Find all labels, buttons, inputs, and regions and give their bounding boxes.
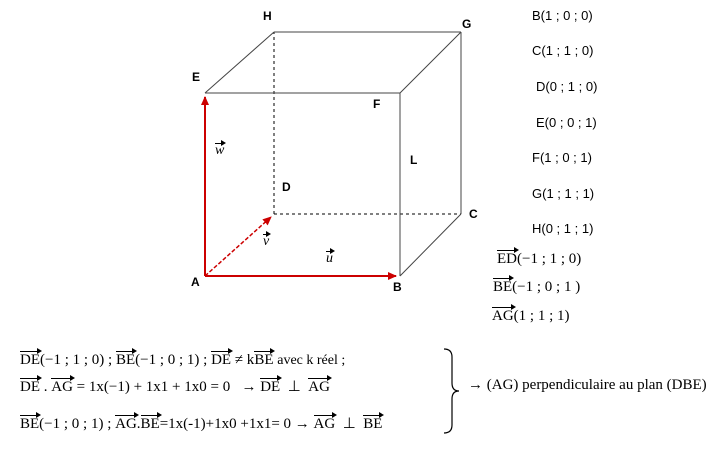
vector-v-arrow [205,217,271,276]
vector-AG: AG(1 ; 1 ; 1) [492,308,570,324]
coord-F: F(1 ; 0 ; 1) [532,150,592,165]
vertex-label-B: B [393,280,402,294]
vertex-label-E: E [192,70,201,84]
right-brace [440,347,462,435]
vertex-label-A: A [191,275,200,289]
vertex-label-H: H [263,9,272,23]
edge-EH [205,32,274,93]
vector-v-label: v [263,234,270,249]
vertex-label-C: C [469,207,478,221]
coord-D: D(0 ; 1 ; 0) [536,79,598,94]
vertex-label-L: L [410,153,418,167]
coord-C: C(1 ; 1 ; 0) [532,43,594,58]
coord-B: B(1 ; 0 ; 0) [532,8,593,23]
vector-ED: ED(−1 ; 1 ; 0) [497,251,582,267]
proof-line-2: DE . AG = 1x(−1) + 1x1 + 1x0 = 0 → DE ⊥ AG [20,379,330,395]
proof-line-1: DE(−1 ; 1 ; 0) ; BE(−1 ; 0 ; 1) ; DE ≠ kBE avec k réel ; [20,352,346,368]
vertex-label-G: G [462,17,472,31]
vertex-label-F: F [373,97,381,111]
coord-G: G(1 ; 1 ; 1) [532,186,595,201]
edge-BC [400,214,461,276]
coord-H: H(0 ; 1 ; 1) [532,221,594,236]
vector-BE: BE(−1 ; 0 ; 1 ) [493,279,581,295]
proof-line-3: BE(−1 ; 0 ; 1) ; AG.BE=1x(-1)+1x0 +1x1= 0 → AG ⊥ BE [20,416,383,432]
conclusion-text: → (AG) perpendiculaire au plan (DBE) [468,377,707,393]
vector-u-label: u [326,251,333,266]
edge-FG [400,32,461,93]
vector-w-label: w [215,143,225,158]
coord-E: E(0 ; 0 ; 1) [536,115,597,130]
vertex-label-D: D [282,180,291,194]
